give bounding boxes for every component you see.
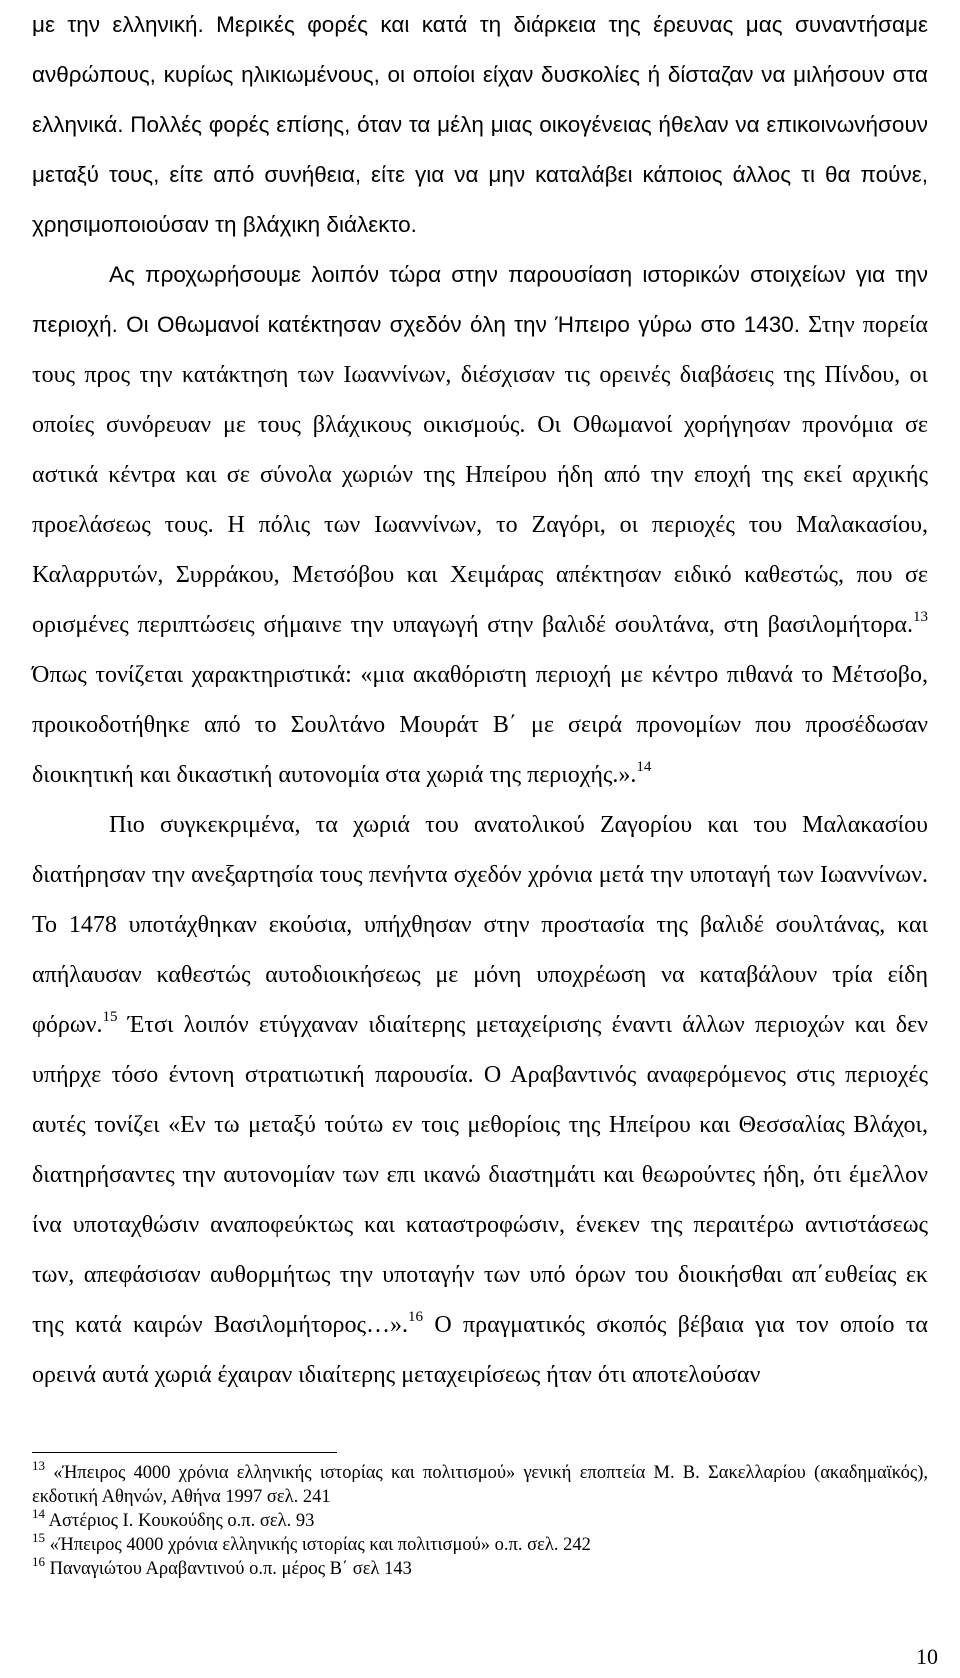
paragraph-3-text-c: Ο πραγματικός σκοπός βέβαια για τον οποίο τα ορεινά αυτά χωριά έχαιραν ιδιαίτερης μεταχειρίσεως ήταν ότι αποτελούσαν xyxy=(32,1312,929,1388)
paragraph-2-text-a: Στην πορεία τους προς την κατάκτηση των Ιωαννίνων, διέσχισαν τις ορεινές διαβάσεις της Πίνδου, οι οποίες συνόρευαν με τους βλάχικους οικισμούς. Οι Οθωμανοί χορήγησαν προνόμια σε αστικά κέντρα και σε σύνολα χωριών της Ηπείρου ήδη από την εποχή της εκεί αρχικής προελάσεως τους. Η πόλις των Ιωαννίνων, το Ζαγόρι, οι περιοχές του Μαλακασίου, Καλαρρυτών, Συρράκου, Μετσόβου και Χειμάρας απέκτησαν ειδικό καθεστώς, που σε ορισμένες περιπτώσεις σήμαινε την υπαγωγή στην βαλιδέ σουλτάνα, στη βασιλομήτορα. xyxy=(32,312,928,638)
footnote-ref-16[interactable]: 16 xyxy=(408,1309,424,1325)
footnote-text: «Ήπειρος 4000 χρόνια ελληνικής ιστορίας και πολιτισμού» γενική εποπτεία Μ. Β. Σακελλαρίου (ακαδημαϊκός), εκδοτική Αθηνών, Αθήνα 1997 σελ. 241 xyxy=(32,1463,928,1507)
footnote-ref-15[interactable]: 15 xyxy=(102,1009,118,1025)
page-number: 10 xyxy=(916,1644,938,1669)
paragraph-2 xyxy=(32,250,928,800)
paragraph-3 xyxy=(32,800,928,1400)
footnote-15 xyxy=(32,1530,928,1557)
paragraph-2-text-b: Όπως τονίζεται χαρακτηριστικά: «μια ακαθόριστη περιοχή με κέντρο πιθανά το Μέτσοβο, προικοδοτήθηκε από το Σουλτάνο Μουράτ Β΄ με σειρά προνομίων που προσέδωσαν διοικητική και δικαστική αυτονομία στα χωριά της περιοχής.». xyxy=(32,662,928,788)
footnote-number: 16 xyxy=(32,1554,45,1569)
document-page xyxy=(32,0,928,1400)
paragraph-3-text-a: Πιο συγκεκριμένα, τα χωριά του ανατολικού Ζαγορίου και του Μαλακασίου διατήρησαν την ανεξαρτησία τους πενήντα σχεδόν χρόνια μετά την υποταγή των Ιωαννίνων. Το 1478 υποτάχθηκαν εκούσια, υπήχθησαν στην προστασία της βαλιδέ σουλτάνας, και απήλαυσαν καθεστώς αυτοδιοικήσεως με μόνη υποχρέωση να καταβάλουν τρία είδη φόρων. xyxy=(32,812,928,1038)
footnote-ref-14[interactable]: 14 xyxy=(636,759,652,775)
paragraph-1: με την ελληνική. Μερικές φορές και κατά τη διάρκεια της έρευνας μας συναντήσαμε ανθρώπους, κυρίως ηλικιωμένους, οι οποίοι είχαν δυσκολίες ή δίσταζαν να μιλήσουν στα ελληνικά. Πολλές φορές επίσης, όταν τα μέλη μιας οικογένειας ήθελαν να επικοινωνήσουν μεταξύ τους, είτε από συνήθεια, είτε για να μην καταλάβει κάποιος άλλος τι θα πούνε, χρησιμοποιούσαν τη βλάχικη διάλεκτο. xyxy=(32,12,928,237)
footnote-14 xyxy=(32,1506,928,1533)
paragraph-2-intro: Ας προχωρήσουμε λοιπόν τώρα στην παρουσίαση ιστορικών στοιχείων για την περιοχή. Οι Οθωμανοί κατέκτησαν σχεδόν όλη την Ήπειρο γύρω στο 1430. xyxy=(32,262,928,337)
footnote-text: Αστέριος Ι. Κουκούδης ο.π. σελ. 93 xyxy=(45,1511,315,1531)
paragraph-3-text-b: Έτσι λοιπόν ετύγχαναν ιδιαίτερης μεταχείρισης έναντι άλλων περιοχών και δεν υπήρχε τόσο έντονη στρατιωτική παρουσία. Ο Αραβαντινός αναφερόμενος στις περιοχές αυτές τονίζει «Εν τω μεταξύ τούτω εν τοις μεθορίοις της Ηπείρου και Θεσσαλίας Βλάχοι, διατηρήσαντες την αυτονομίαν των επι ικανώ διαστημάτι και θεωρούντες ήδη, ότι έμελλον ίνα υποταχθώσιν αναποφεύκτως και καταστροφώσιν, ένεκεν της περαιτέρω αντιστάσεως των, απεφάσισαν αυθορμήτως την υποταγήν των υπό όρων του διοικήσθαι απ΄ευθείας εκ της κατά καιρών Βασιλομήτορος…». xyxy=(32,1012,928,1338)
footnote-ref-13[interactable]: 13 xyxy=(913,609,928,625)
footnotes xyxy=(32,1458,928,1581)
footnote-number: 13 xyxy=(32,1458,45,1473)
footnote-number: 15 xyxy=(32,1530,45,1545)
footnote-text: Παναγιώτου Αραβαντινού ο.π. μέρος Β΄ σελ 143 xyxy=(45,1559,412,1579)
footnote-divider xyxy=(32,1452,337,1453)
footnote-16 xyxy=(32,1554,928,1581)
body-text xyxy=(32,0,928,1400)
footnote-number: 14 xyxy=(32,1506,45,1521)
footnote-text: «Ήπειρος 4000 χρόνια ελληνικής ιστορίας και πολιτισμού» ο.π. σελ. 242 xyxy=(45,1535,591,1555)
footnote-13 xyxy=(32,1458,928,1509)
